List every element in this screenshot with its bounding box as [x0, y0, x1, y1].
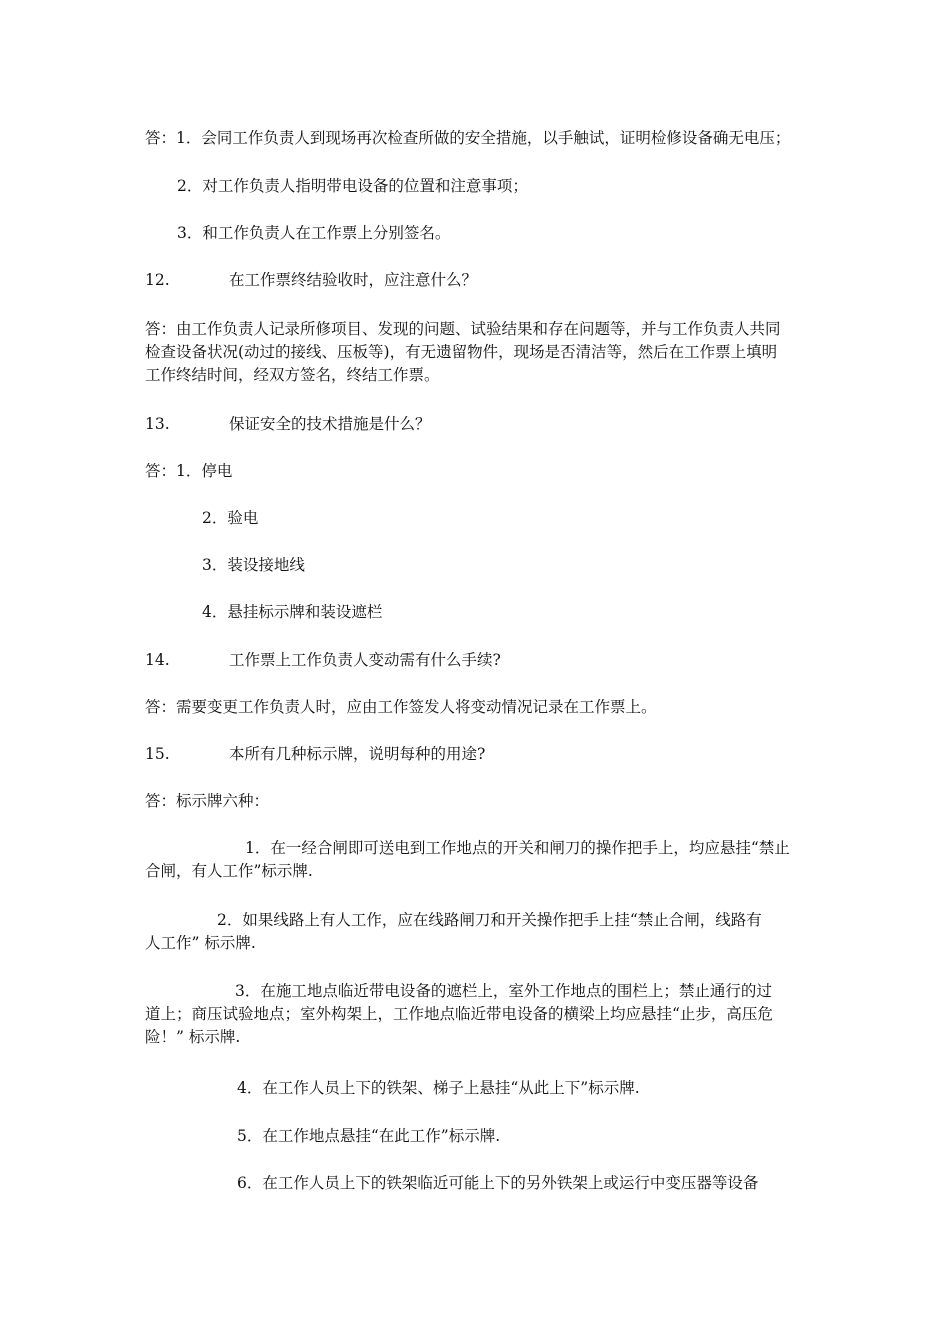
answer-13-item-4: 4．悬挂标示牌和装设遮栏 [202, 603, 383, 621]
answer-11-item-2: 2．对工作负责人指明带电设备的位置和注意事项； [177, 177, 528, 195]
answer-line: 合闸，有人工作”标示牌. [145, 862, 313, 880]
answer-line: 1．在一经合闸即可送电到工作地点的开关和闸刀的操作把手上，均应悬挂“禁止 [245, 839, 790, 857]
answer-15-item-6: 6．在工作人员上下的铁架临近可能上下的另外铁架上或运行中变压器等设备 [237, 1174, 759, 1192]
question-number: 12. [145, 271, 170, 289]
answer-line: 道上；商压试验地点；室外构架上，工作地点临近带电设备的横梁上均应悬挂“止步，高压危 [145, 1005, 773, 1023]
question-text: 工作票上工作负责人变动需有什么手续? [229, 651, 501, 669]
answer-14: 答：需要变更工作负责人时，应由工作签发人将变动情况记录在工作票上。 [145, 698, 657, 716]
question-14 [145, 649, 810, 672]
question-13 [145, 413, 810, 436]
answer-15-item-3 [145, 980, 810, 1049]
answer-12 [145, 318, 810, 387]
answer-13-item-2: 2．验电 [202, 509, 259, 527]
answer-11-item-3: 3．和工作负责人在工作票上分别签名。 [177, 224, 451, 242]
question-number: 15. [145, 745, 170, 763]
answer-11-item-1: 答：1．会同工作负责人到现场再次检查所做的安全措施，以手触试，证明检修设备确无电压； [145, 129, 791, 147]
answer-15-item-5: 5．在工作地点悬挂“在此工作”标示牌. [237, 1127, 501, 1145]
question-15 [145, 743, 810, 766]
question-text: 在工作票终结验收时，应注意什么？ [229, 271, 478, 289]
question-text: 本所有几种标示牌，说明每种的用途? [229, 745, 486, 763]
answer-15-item-4: 4．在工作人员上下的铁架、梯子上悬挂“从此上下”标示牌. [237, 1079, 640, 1097]
answer-15-item-1 [145, 837, 810, 883]
question-12 [145, 269, 810, 292]
answer-13-item-1: 答：1．停电 [145, 462, 233, 480]
answer-line: 2．如果线路上有人工作，应在线路闸刀和开关操作把手上挂“禁止合闸，线路有 [217, 911, 762, 929]
question-number: 13. [145, 415, 170, 433]
answer-line: 检查设备状况(动过的接线、压板等)，有无遗留物件，现场是否清洁等，然后在工作票上填明 [145, 343, 778, 361]
answer-15-item-2 [145, 909, 810, 955]
answer-line: 答：由工作负责人记录所修项目、发现的问题、试验结果和存在问题等，并与工作负责人共同 [145, 320, 781, 338]
answer-line: 3．在施工地点临近带电设备的遮栏上，室外工作地点的围栏上；禁止通行的过 [235, 982, 772, 1000]
answer-line: 人工作” 标示牌. [145, 934, 256, 952]
answer-13-item-3: 3．装设接地线 [202, 556, 305, 574]
answer-15-intro: 答：标示牌六种： [145, 792, 270, 810]
question-number: 14. [145, 651, 170, 669]
question-text: 保证安全的技术措施是什么？ [229, 415, 431, 433]
answer-line: 工作终结时间，经双方签名，终结工作票。 [145, 366, 440, 384]
answer-line: 险！” 标示牌. [145, 1028, 241, 1046]
